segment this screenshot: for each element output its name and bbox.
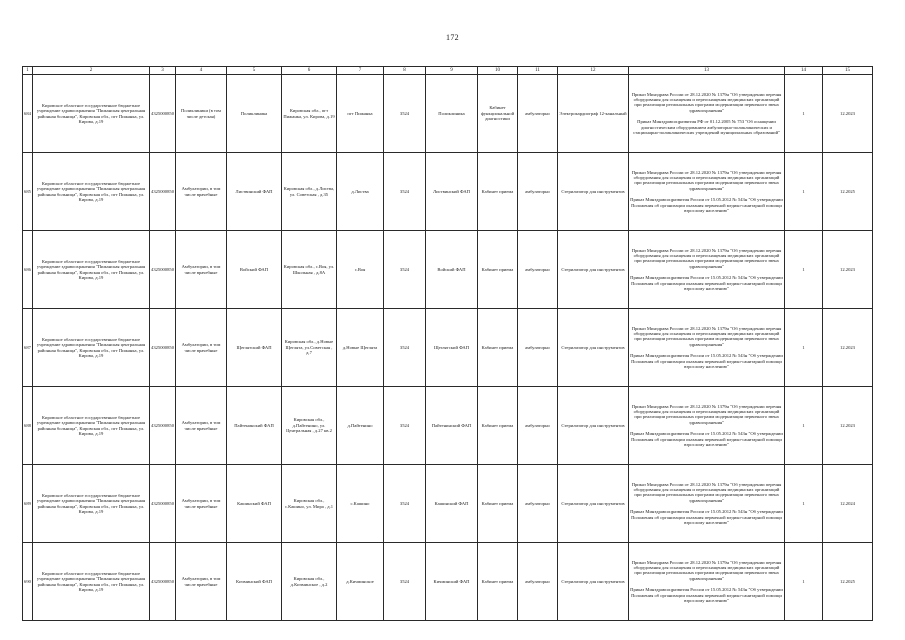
site-address: Кировская обл., с.Воя, ул. Школьная , д.8А [282, 231, 337, 309]
locality: д.Новые Щеглята [337, 309, 384, 387]
department: Кашинский ФАП [426, 465, 478, 543]
column-number: 3 [150, 67, 176, 75]
equipment: Стерилизатор для инструментов [558, 309, 629, 387]
row-number: 684 [23, 75, 33, 153]
column-number: 8 [384, 67, 426, 75]
unit-type: Амбулатории, в том числе врачебные [176, 153, 227, 231]
regulation-1: Приказ Минздрава России от 28.12.2020 № 1379н "Об утверждении перечня оборудования для оснащения и переоснащения медицинских организаций при реализации региональных программ модернизации первичного звена здравоохранения" [631, 247, 782, 269]
table-row [23, 465, 873, 543]
care-form: амбулаторно [518, 75, 558, 153]
site-address: Кировская обл., д.Новые Щеглята, ул.Советская , д.7 [282, 309, 337, 387]
regulations [629, 465, 785, 543]
column-number: 11 [518, 67, 558, 75]
quantity: 1 [785, 543, 823, 621]
regulation-2: Приказ Минздравсоцразвития России от 15.05.2012 № 543н "Об утверждении Положения об организации оказания первичной медико-санитарной помощи взрослому населению" [630, 275, 783, 292]
inn: 4325000850 [150, 75, 176, 153]
column-number: 13 [629, 67, 785, 75]
row-number: 686 [23, 231, 33, 309]
row-number: 690 [23, 543, 33, 621]
regulation-1: Приказ Минздрава России от 28.12.2020 № 1379н "Об утверждении перечня оборудования для оснащения и переоснащения медицинских организаций при реализации региональных программ модернизации первичного звена здравоохранения" [631, 91, 782, 113]
inn: 4325000850 [150, 309, 176, 387]
equipment-table [22, 66, 873, 621]
organization-name: Кировское областное государственное бюджетное учреждение здравоохранения "Пижанская центральная районная больница", Кировская обл., пгт Пижанка, ул. Кирова, д.19 [33, 465, 150, 543]
regulation-1: Приказ Минздрава России от 28.12.2020 № 1379н "Об утверждении перечня оборудования для оснащения и переоснащения медицинских организаций при реализации региональных программ модернизации первичного звена здравоохранения" [631, 169, 782, 191]
organization-name: Кировское областное государственное бюджетное учреждение здравоохранения "Пижанская центральная районная больница", Кировская обл., пгт Пижанка, ул. Кирова, д.19 [33, 231, 150, 309]
row-number: 687 [23, 309, 33, 387]
regulation-1: Приказ Минздрава России от 28.12.2020 № 1379н "Об утверждении перечня оборудования для оснащения и переоснащения медицинских организаций при реализации региональных программ модернизации первичного звена здравоохранения" [631, 481, 782, 503]
organization-name: Кировское областное государственное бюджетное учреждение здравоохранения "Пижанская центральная районная больница", Кировская обл., пгт Пижанка, ул. Кирова, д.19 [33, 309, 150, 387]
delivery-date: 12.2024 [823, 465, 873, 543]
column-number: 10 [478, 67, 518, 75]
regulation-1: Приказ Минздрава России от 28.12.2020 № 1379н "Об утверждении перечня оборудования для оснащения и переоснащения медицинских организаций при реализации региональных программ модернизации первичного звена здравоохранения" [631, 403, 782, 425]
inn: 4325000850 [150, 543, 176, 621]
regulation-2: Приказ Минздравсоцразвития России от 15.05.2012 № 543н "Об утверждении Положения об организации оказания первичной медико-санитарной помощи взрослому населению" [630, 509, 783, 526]
equipment: Стерилизатор для инструментов [558, 387, 629, 465]
column-number-row [23, 67, 873, 75]
department: Кичминский ФАП [426, 543, 478, 621]
locality: с.Кашино [337, 465, 384, 543]
column-number: 14 [785, 67, 823, 75]
regulation-2: Приказ Минздравсоцразвития России от 15.05.2012 № 543н "Об утверждении Положения об организации оказания первичной медико-санитарной помощи взрослому населению" [630, 197, 783, 214]
site-name: Щеглятский ФАП [227, 309, 282, 387]
column-number: 12 [558, 67, 629, 75]
quantity: 1 [785, 75, 823, 153]
regulation-2: Приказ Минздравсоцразвития России от 15.05.2012 № 543н "Об утверждении Положения об организации оказания первичной медико-санитарной помощи взрослому населению" [630, 353, 783, 370]
code: 3524 [384, 543, 426, 621]
equipment: Стерилизатор для инструментов [558, 231, 629, 309]
inn: 4325000850 [150, 465, 176, 543]
inn: 4325000850 [150, 153, 176, 231]
locality: д.Кичминское [337, 543, 384, 621]
table-row [23, 75, 873, 153]
department: Войский ФАП [426, 231, 478, 309]
regulation-2: Приказ Минздравсоцразвития России от 15.05.2012 № 543н "Об утверждении Положения об организации оказания первичной медико-санитарной помощи взрослому населению" [630, 431, 783, 448]
unit-type: Амбулатории, в том числе врачебные [176, 309, 227, 387]
quantity: 1 [785, 387, 823, 465]
code: 3524 [384, 231, 426, 309]
organization-name: Кировское областное государственное бюджетное учреждение здравоохранения "Пижанская центральная районная больница", Кировская обл., пгт Пижанка, ул. Кирова, д.19 [33, 153, 150, 231]
locality: пгт Пижанка [337, 75, 384, 153]
code: 3524 [384, 465, 426, 543]
room: Кабинет приема [478, 387, 518, 465]
site-address: Кировская обл., д.Пайтенино, ул. Центральная , д.27 кв.2 [282, 387, 337, 465]
department: Поликлиника [426, 75, 478, 153]
column-number: 1 [23, 67, 33, 75]
room: Кабинет функциональной диагностики [478, 75, 518, 153]
department: Листвинский ФАП [426, 153, 478, 231]
table-row [23, 231, 873, 309]
quantity: 1 [785, 465, 823, 543]
care-form: амбулаторно [518, 543, 558, 621]
inn: 4325000850 [150, 387, 176, 465]
equipment: Стерилизатор для инструментов [558, 465, 629, 543]
regulations [629, 153, 785, 231]
delivery-date: 12.2023 [823, 387, 873, 465]
unit-type: Амбулатории, в том числе врачебные [176, 231, 227, 309]
page-number: 172 [446, 33, 459, 42]
regulation-1: Приказ Минздрава России от 28.12.2020 № 1379н "Об утверждении перечня оборудования для оснащения и переоснащения медицинских организаций при реализации региональных программ модернизации первичного звена здравоохранения" [631, 325, 782, 347]
site-name: Войский ФАП [227, 231, 282, 309]
regulations [629, 231, 785, 309]
table-row [23, 543, 873, 621]
delivery-date: 12.2025 [823, 153, 873, 231]
column-number: 2 [33, 67, 150, 75]
equipment: Электрокардиограф 12-канальный [558, 75, 629, 153]
delivery-date: 12.2023 [823, 231, 873, 309]
site-name: Поликлиника [227, 75, 282, 153]
care-form: амбулаторно [518, 387, 558, 465]
delivery-date: 12.2023 [823, 309, 873, 387]
room: Кабинет приема [478, 153, 518, 231]
code: 3524 [384, 75, 426, 153]
equipment: Стерилизатор для инструментов [558, 543, 629, 621]
code: 3524 [384, 387, 426, 465]
care-form: амбулаторно [518, 153, 558, 231]
organization-name: Кировское областное государственное бюджетное учреждение здравоохранения "Пижанская центральная районная больница", Кировская обл., пгт Пижанка, ул. Кирова, д.19 [33, 387, 150, 465]
regulations [629, 309, 785, 387]
table-row [23, 387, 873, 465]
delivery-date: 12.2025 [823, 543, 873, 621]
site-address: Кировская обл., д.Листва, ул. Советская , д.35 [282, 153, 337, 231]
unit-type: Амбулатории, в том числе врачебные [176, 387, 227, 465]
unit-type: Амбулатории, в том числе врачебные [176, 543, 227, 621]
site-name: Листвинский ФАП [227, 153, 282, 231]
locality: с.Воя [337, 231, 384, 309]
row-number: 689 [23, 465, 33, 543]
table-row [23, 309, 873, 387]
room: Кабинет приема [478, 543, 518, 621]
quantity: 1 [785, 231, 823, 309]
code: 3524 [384, 153, 426, 231]
table-row [23, 153, 873, 231]
regulations [629, 387, 785, 465]
column-number: 15 [823, 67, 873, 75]
unit-type: Амбулатории, в том числе врачебные [176, 465, 227, 543]
site-name: Кашинский ФАП [227, 465, 282, 543]
quantity: 1 [785, 309, 823, 387]
room: Кабинет приема [478, 231, 518, 309]
column-number: 5 [227, 67, 282, 75]
row-number: 688 [23, 387, 33, 465]
site-address: Кировская обл., с.Кашино, ул. Мира , д.1 [282, 465, 337, 543]
room: Кабинет приема [478, 465, 518, 543]
row-number: 685 [23, 153, 33, 231]
regulations [629, 75, 785, 153]
column-number: 7 [337, 67, 384, 75]
equipment: Стерилизатор для инструментов [558, 153, 629, 231]
department: Щеглятский ФАП [426, 309, 478, 387]
code: 3524 [384, 309, 426, 387]
inn: 4325000850 [150, 231, 176, 309]
care-form: амбулаторно [518, 231, 558, 309]
regulation-1: Приказ Минздрава России от 28.12.2020 № 1379н "Об утверждении перечня оборудования для оснащения и переоснащения медицинских организаций при реализации региональных программ модернизации первичного звена здравоохранения" [631, 559, 782, 581]
organization-name: Кировское областное государственное бюджетное учреждение здравоохранения "Пижанская центральная районная больница", Кировская обл., пгт Пижанка, ул. Кирова, д.19 [33, 543, 150, 621]
site-name: Кичминский ФАП [227, 543, 282, 621]
site-address: Кировская обл., д.Кичминское , д.2 [282, 543, 337, 621]
quantity: 1 [785, 153, 823, 231]
organization-name: Кировское областное государственное бюджетное учреждение здравоохранения "Пижанская центральная районная больница", Кировская обл., пгт Пижанка, ул. Кирова, д.19 [33, 75, 150, 153]
regulations [629, 543, 785, 621]
department: Пайтенинский ФАП [426, 387, 478, 465]
column-number: 9 [426, 67, 478, 75]
column-number: 6 [282, 67, 337, 75]
care-form: амбулаторно [518, 309, 558, 387]
locality: д.Пайтенино [337, 387, 384, 465]
site-address: Кировская обл., пгт Пижанка, ул. Кирова, д.19 [282, 75, 337, 153]
room: Кабинет приема [478, 309, 518, 387]
care-form: амбулаторно [518, 465, 558, 543]
unit-type: Поликлиники (в том числе детская) [176, 75, 227, 153]
locality: д.Листва [337, 153, 384, 231]
regulation-2: Приказ Минздравсоцразвития России от 15.05.2012 № 543н "Об утверждении Положения об организации оказания первичной медико-санитарной помощи взрослому населению" [630, 587, 783, 604]
delivery-date: 12.2023 [823, 75, 873, 153]
column-number: 4 [176, 67, 227, 75]
regulation-2: Приказ Минздравсоцразвития РФ от 01.12.2005 № 753 "Об оснащении диагностическим оборудованием амбулаторно-поликлинических и стационарно-поликлинических учреждений муниципальных образований" [633, 119, 780, 136]
site-name: Пайтенинский ФАП [227, 387, 282, 465]
